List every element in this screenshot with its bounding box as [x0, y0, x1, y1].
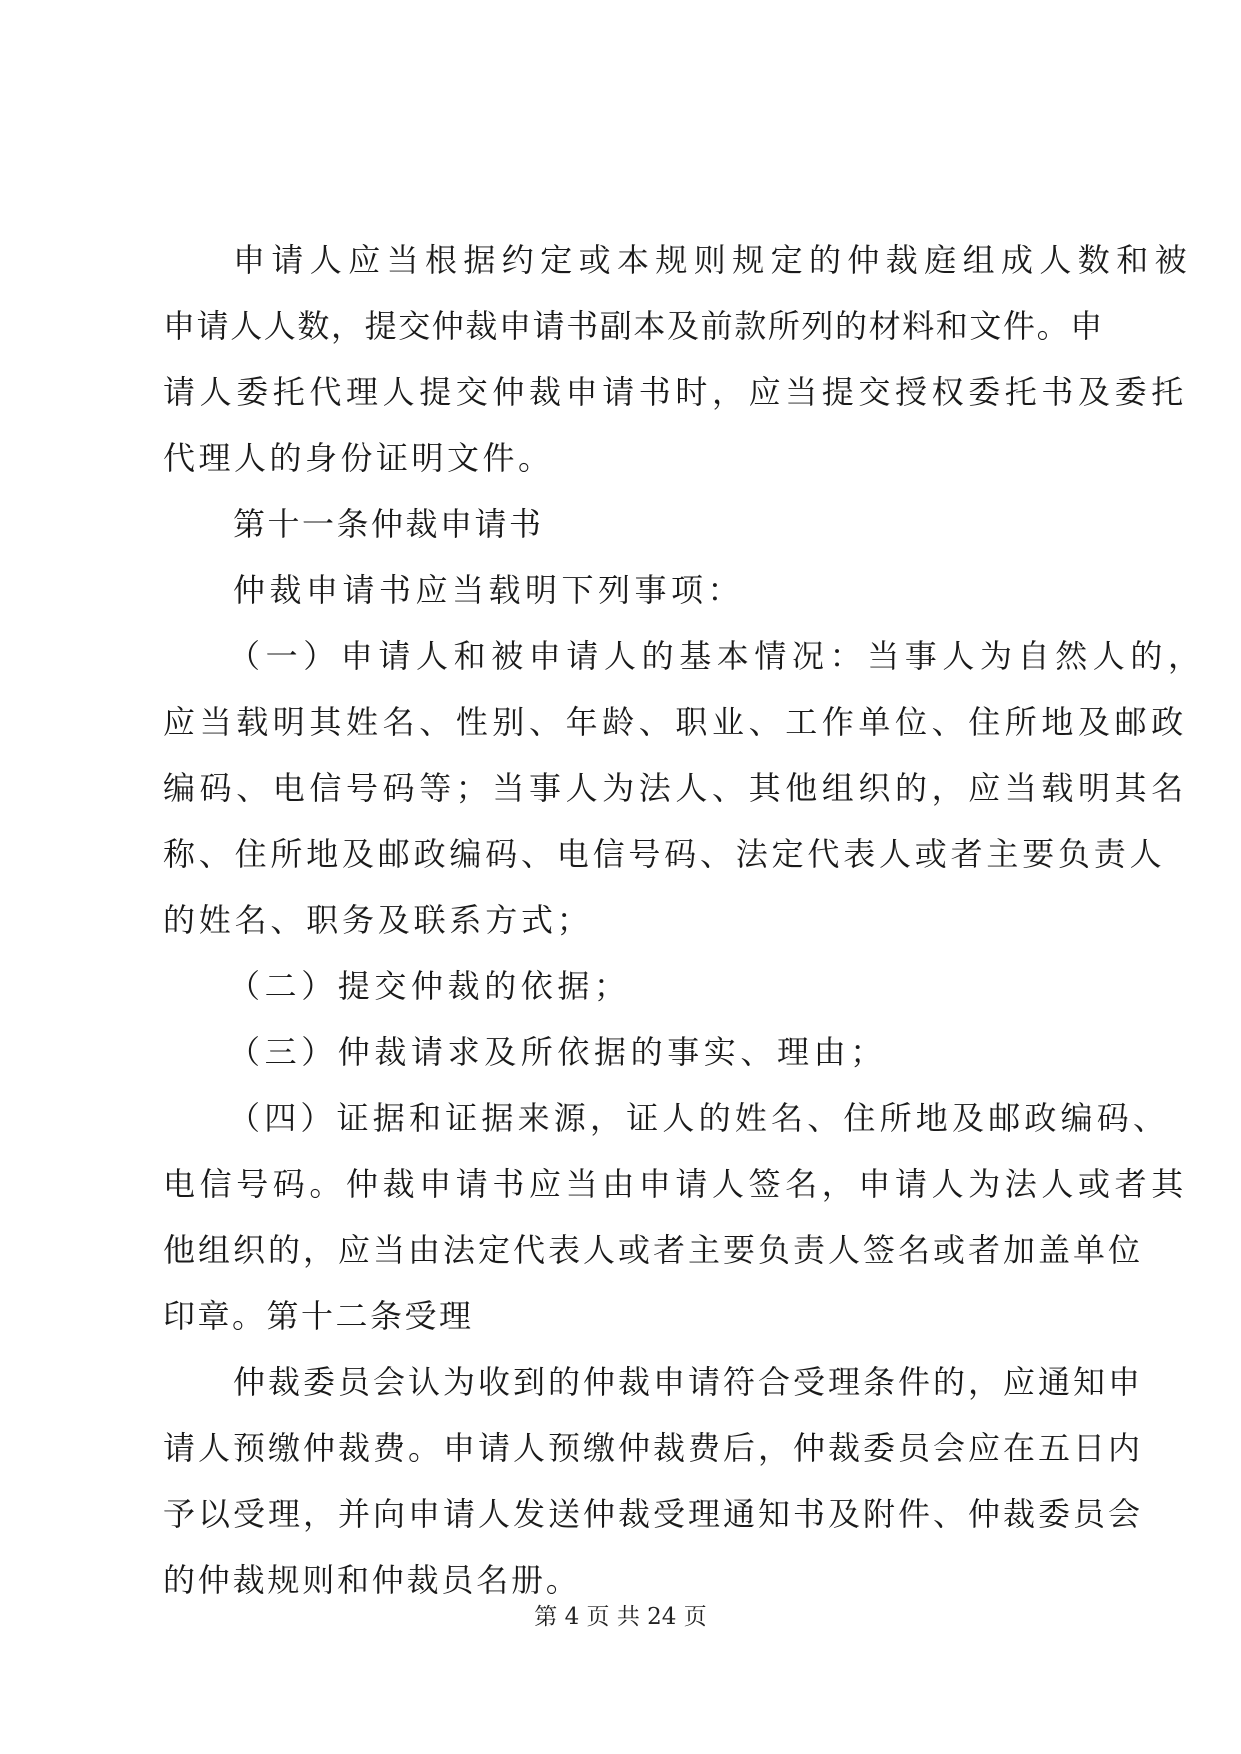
paragraph-line: 应当载明其姓名、性别、年龄、职业、工作单位、住所地及邮政 — [163, 703, 1188, 741]
list-item-line: （三）仲裁请求及所依据的事实、理由； — [228, 1033, 887, 1071]
page-number-footer: 第 4 页 共 24 页 — [534, 1604, 707, 1630]
paragraph-line: 的姓名、职务及联系方式； — [163, 901, 593, 939]
list-item-line: （一）申请人和被申请人的基本情况：当事人为自然人的， — [228, 637, 1206, 675]
paragraph-line: 称、住所地及邮政编码、电信号码、法定代表人或者主要负责人 — [163, 835, 1166, 873]
paragraph-line: 电信号码。仲裁申请书应当由申请人签名，申请人为法人或者其 — [163, 1165, 1188, 1203]
paragraph-line: 仲裁申请书应当载明下列事项： — [233, 571, 745, 609]
paragraph-line: 请人委托代理人提交仲裁申请书时，应当提交授权委托书及委托 — [163, 373, 1188, 411]
paragraph-line: 印章。第十二条受理 — [163, 1297, 474, 1335]
article-heading: 第十一条仲裁申请书 — [233, 505, 544, 543]
paragraph-line: 他组织的，应当由法定代表人或者主要负责人签名或者加盖单位 — [163, 1231, 1144, 1269]
list-item-line: （二）提交仲裁的依据； — [228, 967, 631, 1005]
paragraph-line: 请人预缴仲裁费。申请人预缴仲裁费后，仲裁委员会应在五日内 — [163, 1429, 1144, 1467]
paragraph-line: 申请人人数，提交仲裁申请书副本及前款所列的材料和文件。申 — [163, 307, 1104, 345]
paragraph-line: 予以受理，并向申请人发送仲裁受理通知书及附件、仲裁委员会 — [163, 1495, 1144, 1533]
paragraph-line: 编码、电信号码等；当事人为法人、其他组织的，应当载明其名 — [163, 769, 1188, 807]
paragraph-line: 的仲裁规则和仲裁员名册。 — [163, 1561, 581, 1599]
paragraph-line: 仲裁委员会认为收到的仲裁申请符合受理条件的，应通知申 — [233, 1363, 1144, 1401]
paragraph-line: 代理人的身份证明文件。 — [163, 439, 554, 477]
paragraph-line: 申请人应当根据约定或本规则规定的仲裁庭组成人数和被 — [233, 241, 1194, 279]
list-item-line: （四）证据和证据来源，证人的姓名、住所地及邮政编码、 — [228, 1099, 1170, 1137]
